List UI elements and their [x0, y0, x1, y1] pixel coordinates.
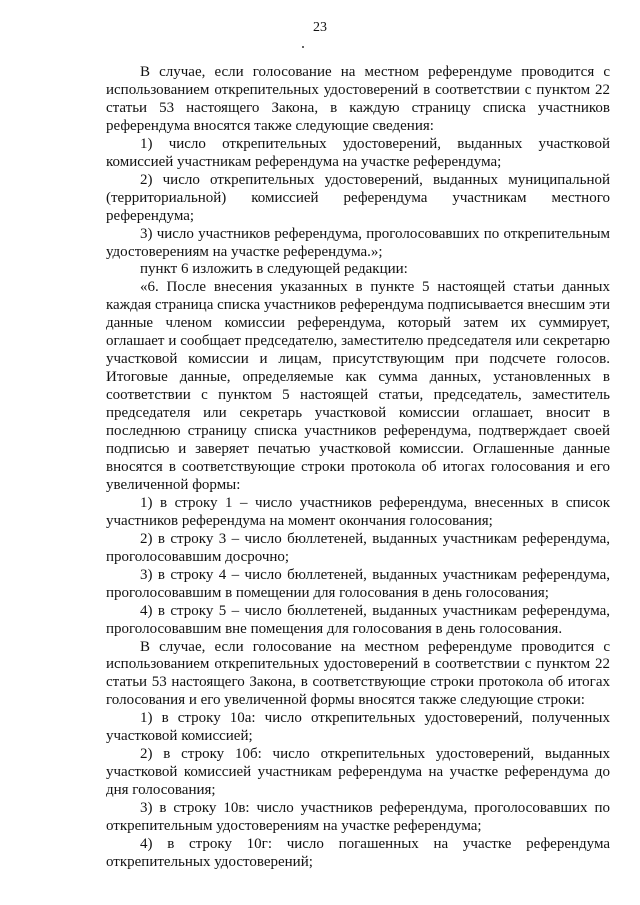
line-item-10g: 4) в строку 10г: число погашенных на участке референдума открепительных удостоверений; [106, 835, 610, 870]
paragraph-intro: В случае, если голосование на местном референдуме проводится с использованием открепительных удостоверений в соответствии с пунктом 22 статьи 53 настоящего Закона, в каждую страницу списка участников референдума вносятся также следующие сведения: [106, 64, 610, 134]
line-item-10b: 2) в строку 10б: число открепительных удостоверений, выданных участковой комиссией участникам референдума на участке референдума до дня голосования; [106, 746, 610, 799]
paragraph-amendment: пункт 6 изложить в следующей редакции: [140, 261, 408, 278]
line-item-10v: 3) в строку 10в: число участников референдума, проголосовавших по открепительным удостоверениям на участке референдума; [106, 800, 610, 835]
line-item-1: 1) в строку 1 – число участников референдума, внесенных в список участников референдума на момент окончания голосования; [106, 494, 610, 529]
scan-artifact-dot [302, 46, 304, 48]
line-item-10a: 1) в строку 10а: число открепительных удостоверений, полученных участковой комиссией; [106, 710, 610, 745]
document-body [106, 64, 610, 872]
page-number: 23 [313, 20, 327, 35]
paragraph-point-6: «6. После внесения указанных в пункте 5 настоящей статьи данных каждая страница списка участников референдума подписывается внесшим эти данные членом комиссии референдума, который затем их суммирует, оглашает и сообщает председателю, заместителю председателя или секретарю участковой комиссии и лицам, присутствующим при подсчете голосов. Итоговые данные, определяемые как сумма данных, установленных в соответствии с пунктом 5 настоящей статьи, председатель, заместитель председателя или секретарь участковой комиссии оглашает, вносит в последнюю страницу списка участников референдума, подтверждает своей подписью и заверяет печатью участковой комиссии. Оглашенные данные вносятся в соответствующие строки протокола об итогах голосования и его увеличенной формы: [106, 279, 610, 493]
paragraph-absentee: В случае, если голосование на местном референдуме проводится с использованием открепительных удостоверений в соответствии с пунктом 22 статьи 53 настоящего Закона, в соответствующие строки протокола об итогах голосования и его увеличенной формы вносятся также следующие строки: [106, 638, 610, 709]
list-item-1: 1) число открепительных удостоверений, выданных участковой комиссией участникам референдума на участке референдума; [106, 135, 610, 170]
line-item-3: 2) в строку 3 – число бюллетеней, выданных участникам референдума, проголосовавшим досрочно; [106, 530, 610, 565]
line-item-5: 4) в строку 5 – число бюллетеней, выданных участникам референдума, проголосовавшим вне помещения для голосования в день голосования. [106, 602, 610, 637]
line-item-4: 3) в строку 4 – число бюллетеней, выданных участникам референдума, проголосовавшим в помещении для голосования в день голосования; [106, 566, 610, 601]
list-item-3: 3) число участников референдума, проголосовавших по открепительным удостоверениям на участке референдума.»; [106, 225, 610, 260]
list-item-2: 2) число открепительных удостоверений, выданных муниципальной (территориальной) комиссией референдума участникам местного референдума; [106, 171, 610, 224]
